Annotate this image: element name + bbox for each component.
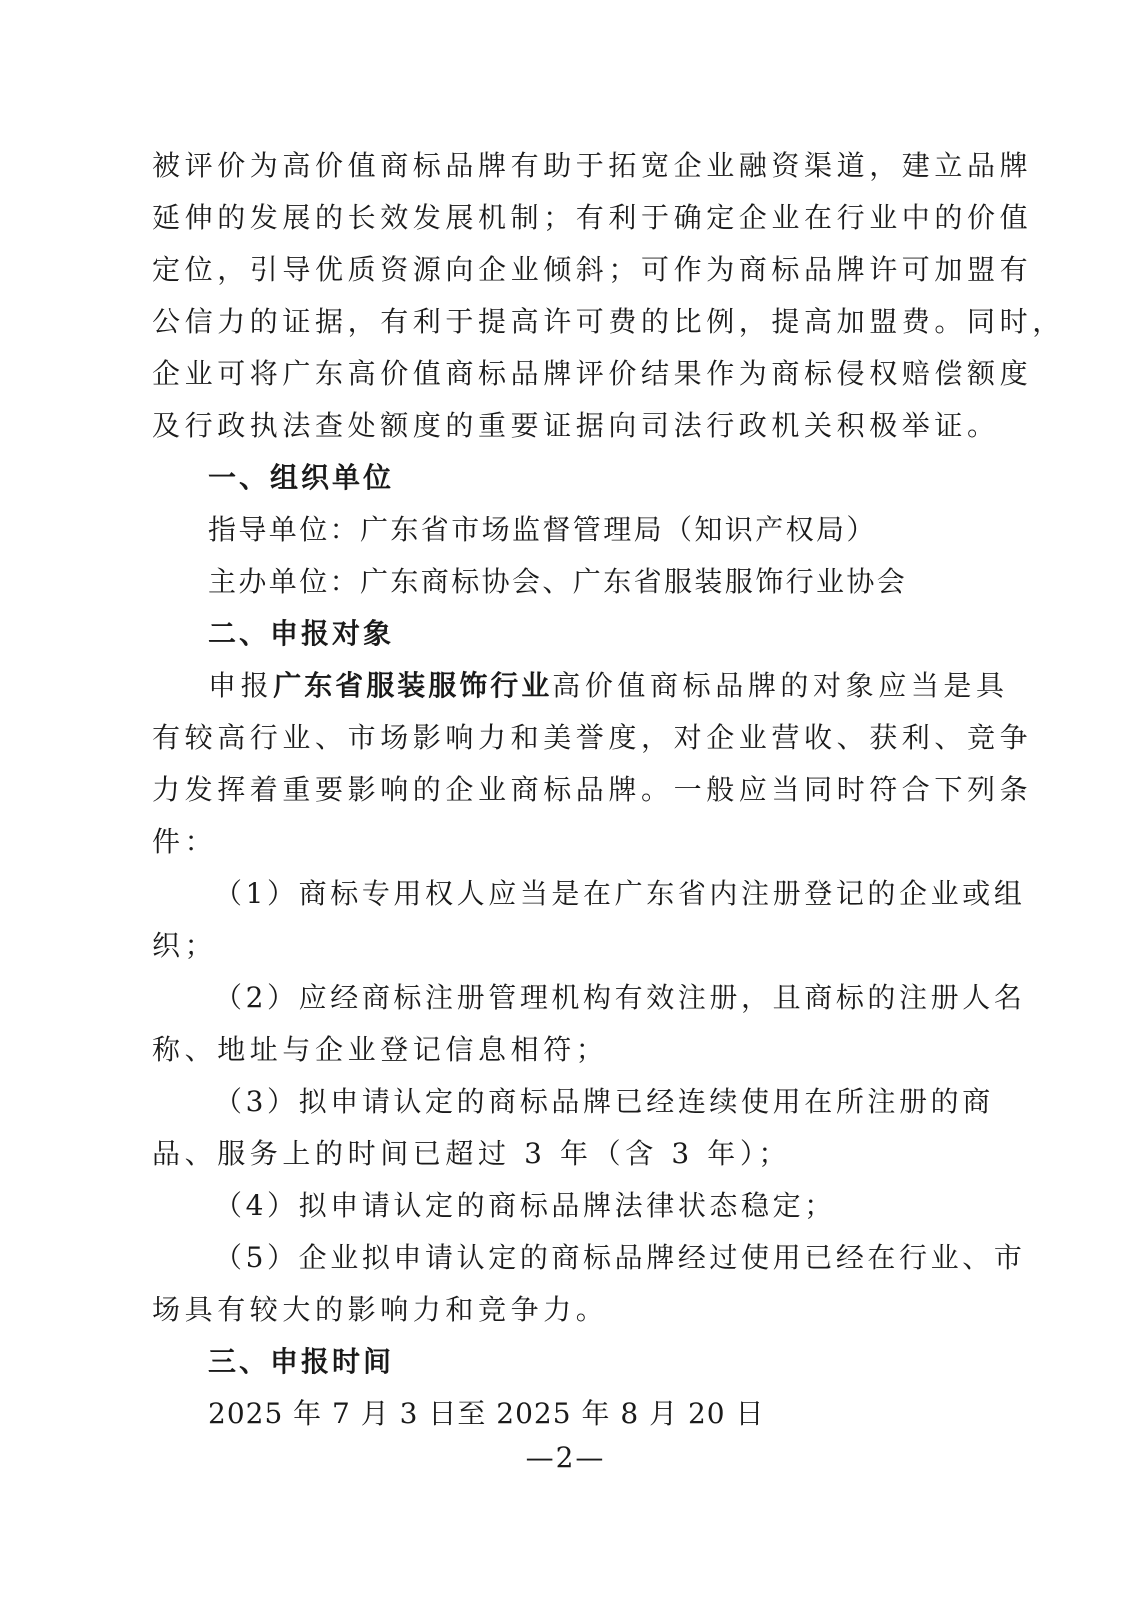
applicant-suffix: 高价值商标品牌的对象应当是具 xyxy=(552,669,1009,702)
intro-line: 公信力的证据，有利于提高许可费的比例，提高加盟费。同时， xyxy=(152,305,1065,338)
intro-line: 被评价为高价值商标品牌有助于拓宽企业融资渠道，建立品牌 xyxy=(152,149,1033,182)
applicant-line: 有较高行业、市场影响力和美誉度，对企业营收、获利、竞争 xyxy=(152,721,1033,754)
condition-3-line: 品、服务上的时间已超过 3 年（含 3 年）； xyxy=(152,1137,792,1170)
intro-line: 定位，引导优质资源向企业倾斜；可作为商标品牌许可加盟有 xyxy=(152,253,1033,286)
applicant-prefix: 申报 xyxy=(208,669,274,702)
applicant-line xyxy=(208,666,1009,706)
condition-2-line: （2）应经商标注册管理机构有效注册，且商标的注册人名 xyxy=(214,981,1026,1014)
intro-line: 企业可将广东高价值商标品牌评价结果作为商标侵权赔偿额度 xyxy=(152,357,1033,390)
intro-line: 延伸的发展的长效发展机制；有利于确定企业在行业中的价值 xyxy=(152,201,1033,234)
intro-line: 及行政执法查处额度的重要证据向司法行政机关积极举证。 xyxy=(152,409,1000,442)
condition-5-line: （5）企业拟申请认定的商标品牌经过使用已经在行业、市 xyxy=(214,1241,1026,1274)
application-period: 2025 年 7 月 3 日至 2025 年 8 月 20 日 xyxy=(208,1397,765,1430)
host-unit-line: 主办单位：广东商标协会、广东省服装服饰行业协会 xyxy=(208,565,908,598)
section-heading-organizers: 一、组织单位 xyxy=(208,461,395,494)
condition-5-line: 场具有较大的影响力和竞争力。 xyxy=(152,1293,609,1326)
page-number: —2— xyxy=(525,1441,606,1474)
guide-unit-line: 指导单位：广东省市场监督管理局（知识产权局） xyxy=(208,513,877,546)
section-heading-period: 三、申报时间 xyxy=(208,1345,395,1378)
condition-2-line: 称、地址与企业登记信息相符； xyxy=(152,1033,609,1066)
industry-highlight: 广东省服装服饰行业 xyxy=(273,669,553,702)
condition-3-line: （3）拟申请认定的商标品牌已经连续使用在所注册的商 xyxy=(214,1085,994,1118)
applicant-line: 力发挥着重要影响的企业商标品牌。一般应当同时符合下列条 xyxy=(152,773,1033,806)
applicant-line: 件： xyxy=(152,825,218,858)
condition-1-line: （1）商标专用权人应当是在广东省内注册登记的企业或组 xyxy=(214,877,1026,910)
section-heading-applicants: 二、申报对象 xyxy=(208,617,395,650)
condition-1-line: 织； xyxy=(152,929,218,962)
condition-4-line: （4）拟申请认定的商标品牌法律状态稳定； xyxy=(214,1189,836,1222)
